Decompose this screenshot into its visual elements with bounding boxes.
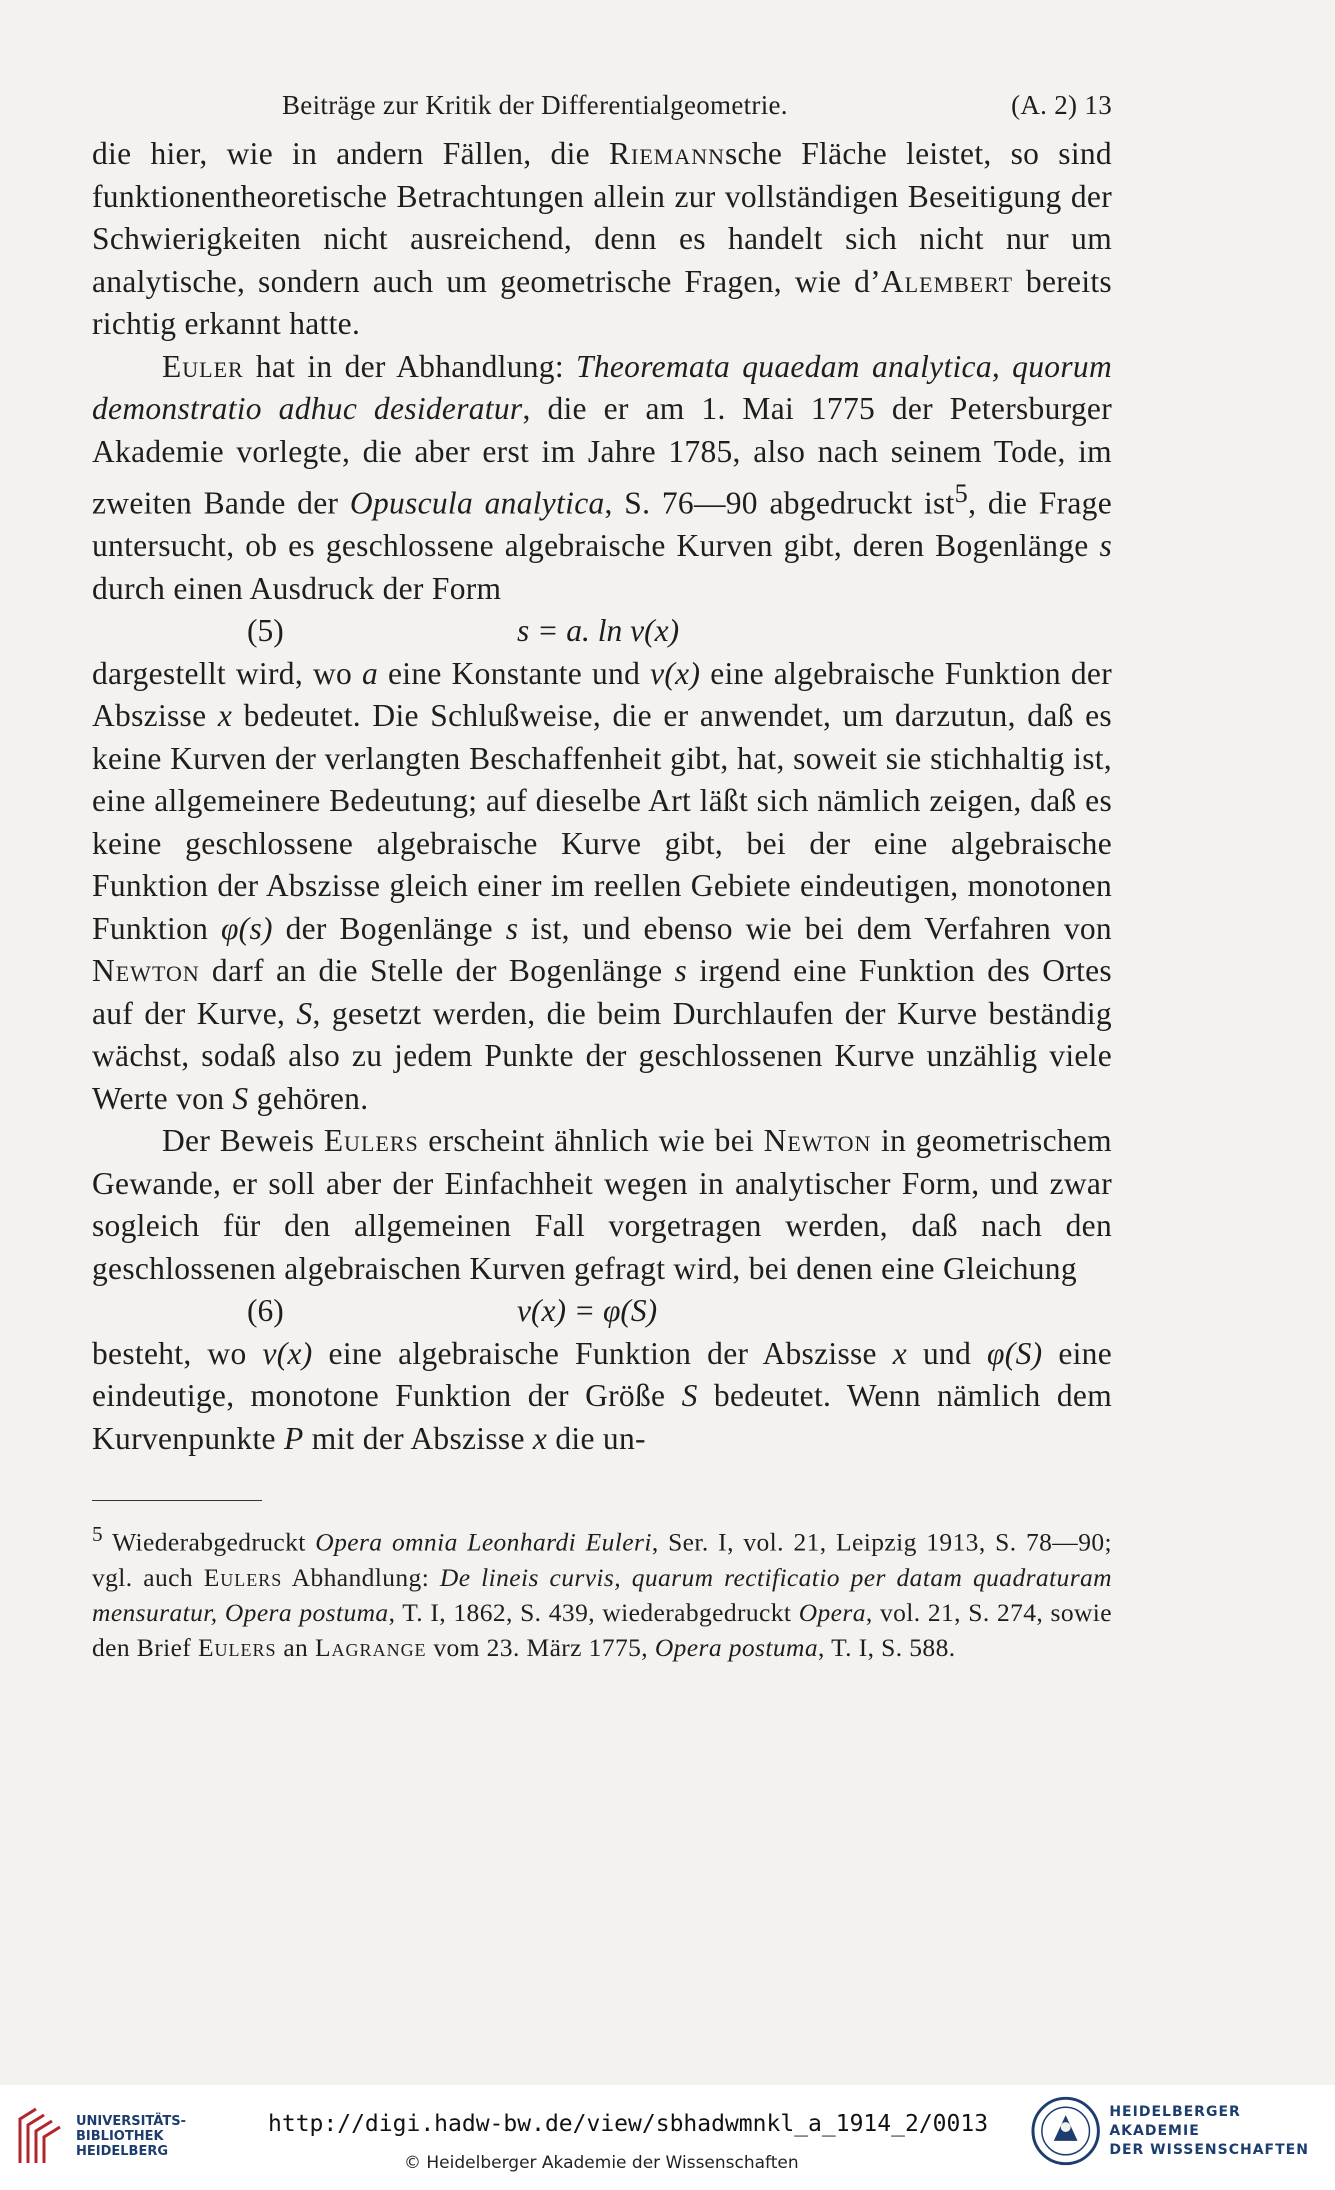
- footnote-ref: 5: [954, 479, 969, 508]
- name-newton-2: Newton: [763, 1123, 872, 1158]
- footnote-5: $^5$ Wiederabgedruckt Opera omnia Leonhardi Euleri, Ser. I, vol. 21, Leipzig 1913, S. 78—90; vgl. auch Eulers Abhandlung: De lineis curvis, quarum rectificatio per datam quadraturam mensuratur, Opera postuma, T. I, 1862, S. 439, wiederabgedruckt Opera, vol. 21, S. 274, sowie den Brief Eulers an Lagrange vom 23. März 1775, Opera postuma, T. I, S. 588.: [92, 1522, 1113, 1662]
- body-text: [92, 133, 1112, 1460]
- paragraph-5: besteht, wo v(x) eine algebraische Funktion der Abszisse x und φ(S) eine eindeutige, monotone Funktion der Größe S bedeutet. Wenn nämlich dem Kurvenpunkte P mit der Abszisse x die un-: [92, 1335, 1112, 1456]
- paragraph-3: dargestellt wird, wo a eine Konstante und v(x) eine algebraische Funktion der Abszisse x bedeutet. Die Schlußweise, die er anwendet, um darzutun, daß es keine Kurven der verlangten Beschaffenheit gibt, hat, soweit sie stichhaltig ist, eine allgemeinere Bedeutung; auf dieselbe Art läßt sich nämlich zeigen, daß es keine geschlossene algebraische Kurve gibt, bei der eine algebraische Funktion der Abszisse gleich einer im reellen Gebiete eindeutigen, monotonen Funktion φ(s) der Bogenlänge s ist, und ebenso wie bei dem Verfahren von Newton darf an die Stelle der Bogenlänge s irgend eine Funktion des Ortes auf der Kurve, S, gesetzt werden, die beim Durchlaufen der Kurve beständig wächst, sodaß also zu jedem Punkte der geschlossenen Kurve unzählig viele Werte von S gehören.: [92, 655, 1113, 1116]
- work-title-opuscula: Opuscula analytica: [349, 485, 605, 521]
- name-euler: Euler: [162, 348, 244, 384]
- formula-number: (5): [247, 613, 284, 648]
- formula-expression: v(x) = φ(S): [517, 1293, 658, 1328]
- work-title-theoremata: Theoremata quaedam analytica, quorum demonstratio adhuc desideratur: [92, 348, 1112, 426]
- permalink-url[interactable]: http://digi.hadw-bw.de/view/sbhadwmnkl_a_1914_2/0013: [268, 2111, 989, 2137]
- formula-expression: s = a. ln v(x): [517, 613, 680, 648]
- digitization-footer: [0, 2085, 1335, 2190]
- name-eulers: Eulers: [323, 1123, 419, 1158]
- formula-number: (6): [247, 1293, 284, 1328]
- paragraph-4: Der Beweis Eulers erscheint ähnlich wie bei Newton in geometrischem Gewande, er soll aber der Einfachheit wegen in analytischer Form, und zwar sogleich für den allgemeinen Fall vorgetragen werden, daß nach den geschlossenen algebraischen Kurven gefragt wird, bei denen eine Gleichung: [92, 1123, 1112, 1286]
- name-alembert: Alembert: [880, 263, 1014, 299]
- university-library-logo[interactable]: UNIVERSITÄTS- BIBLIOTHEK HEIDELBERG: [14, 2105, 186, 2167]
- paragraph-2: Euler hat in der Abhandlung: Theoremata quaedam analytica, quorum demonstratio adhuc desideratur, die er am 1. Mai 1775 der Petersburger Akademie vorlegte, die aber erst im Jahre 1785, also nach seinem Tode, im zweiten Bande der Opuscula analytica, S. 76—90 abgedruckt ist$^5$, die Frage untersucht, ob es geschlossene algebraische Kurven gibt, deren Bogenlänge s durch einen Ausdruck der Form: [92, 348, 1113, 606]
- paragraph-1: die hier, wie in andern Fällen, die Riemannsche Fläche leistet, so sind funktionentheoretische Betrachtungen allein zur vollständigen Beseitigung der Schwierigkeiten nicht ausreichend, denn es handelt sich nicht nur um analytische, sondern auch um geometrische Fragen, wie d’Alembert bereits richtig erkannt hatte.: [92, 136, 1112, 341]
- formula-5: [92, 610, 1112, 653]
- copyright-notice: © Heidelberger Akademie der Wissenschaften: [404, 2153, 799, 2173]
- footnote-rule: [92, 1500, 262, 1501]
- page: [92, 90, 1112, 1665]
- name-newton: Newton: [92, 953, 200, 988]
- academy-logo[interactable]: HEIDELBERGER AKADEMIE DER WISSENSCHAFTEN: [1030, 2095, 1335, 2167]
- page-reference: (A. 2) 13: [1011, 90, 1112, 120]
- running-head: [282, 90, 1112, 121]
- running-title: Beiträge zur Kritik der Differentialgeometrie.: [282, 90, 788, 120]
- name-riemann: Riemann: [608, 136, 725, 171]
- library-emblem-icon: [14, 2105, 66, 2167]
- academy-seal-icon: [1030, 2095, 1101, 2167]
- formula-6: [92, 1290, 1112, 1333]
- footnote-mark: 5: [92, 1522, 104, 1546]
